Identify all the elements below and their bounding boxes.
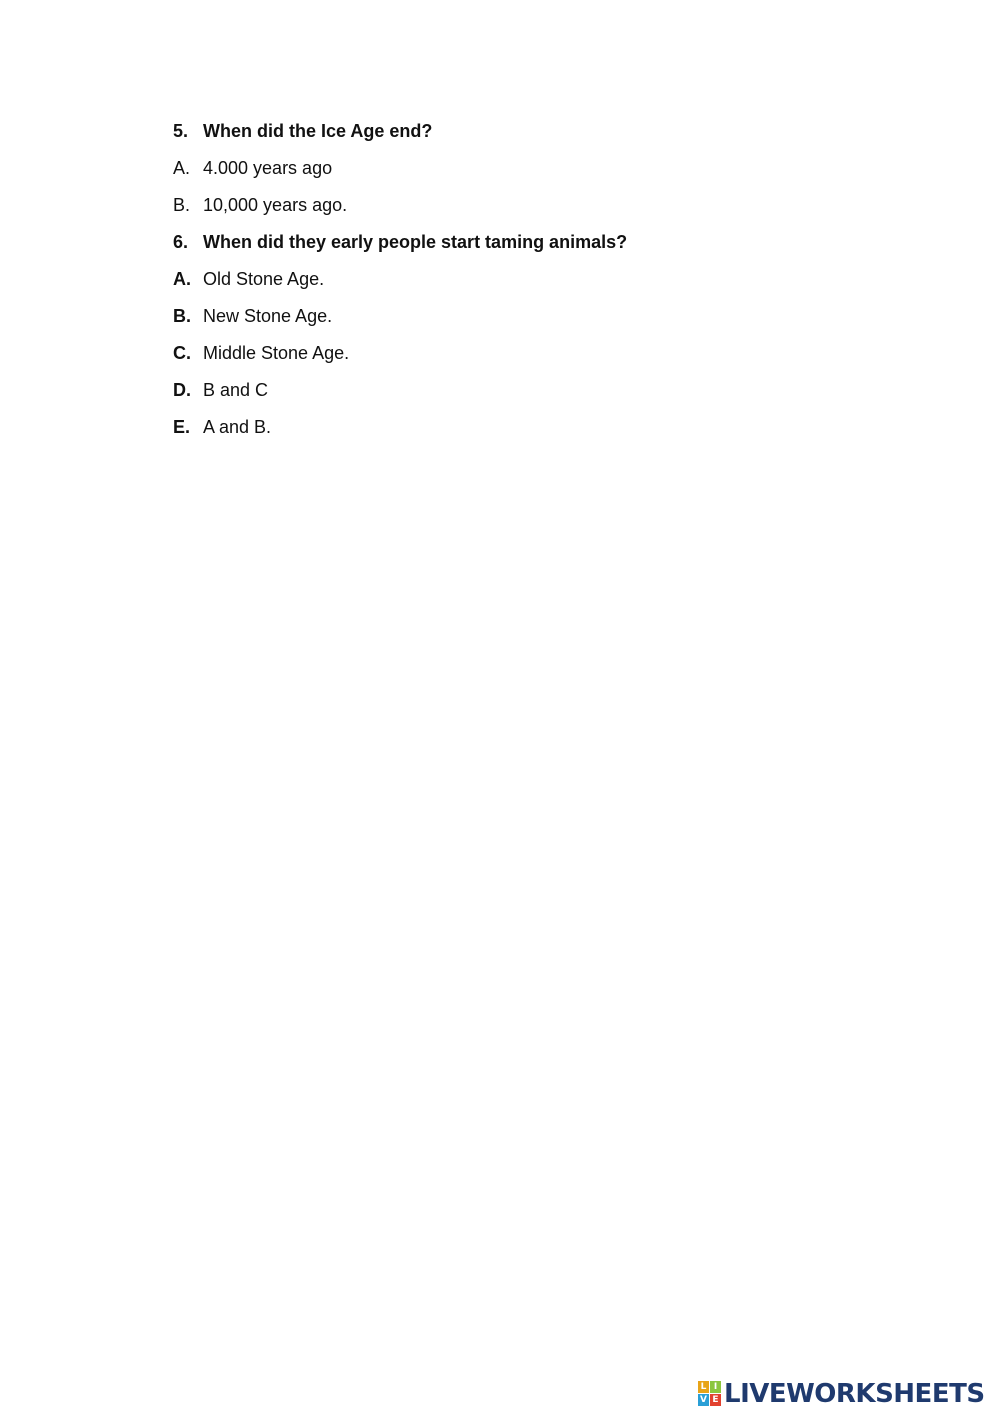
question-6 xyxy=(173,229,933,266)
question-text: When did the Ice Age end? xyxy=(203,121,433,141)
option-6-a[interactable] xyxy=(173,266,933,303)
option-letter: D. xyxy=(173,380,191,400)
question-number: 5. xyxy=(173,121,189,141)
logo-mark-icon xyxy=(698,1381,722,1407)
logo-mark-cell: V xyxy=(698,1394,709,1406)
option-text: B and C xyxy=(203,380,269,400)
option-text: 10,000 years ago. xyxy=(203,195,348,215)
option-letter: B. xyxy=(173,306,191,326)
option-text: A and B. xyxy=(203,417,272,437)
question-number: 6. xyxy=(173,232,189,252)
option-text: Middle Stone Age. xyxy=(203,343,350,363)
option-6-c[interactable] xyxy=(173,340,933,377)
question-text: When did they early people start taming animals? xyxy=(203,232,628,252)
question-5 xyxy=(173,118,933,155)
option-text: New Stone Age. xyxy=(203,306,333,326)
option-letter: A. xyxy=(173,158,191,178)
option-letter: A. xyxy=(173,269,191,289)
option-5-b[interactable] xyxy=(173,192,933,229)
option-text: 4.000 years ago xyxy=(203,158,333,178)
liveworksheets-logo xyxy=(698,1377,985,1411)
option-letter: C. xyxy=(173,343,191,363)
option-6-e[interactable] xyxy=(173,414,933,451)
option-letter: B. xyxy=(173,195,191,215)
logo-mark-cell: I xyxy=(710,1381,721,1393)
logo-mark-cell: L xyxy=(698,1381,709,1393)
option-6-d[interactable] xyxy=(173,377,933,414)
option-text: Old Stone Age. xyxy=(203,269,325,289)
logo-mark-cell: E xyxy=(710,1394,721,1406)
question-list xyxy=(173,118,933,451)
option-6-b[interactable] xyxy=(173,303,933,340)
option-5-a[interactable] xyxy=(173,155,933,192)
logo-text: LIVEWORKSHEETS xyxy=(724,1379,985,1409)
option-letter: E. xyxy=(173,417,191,437)
